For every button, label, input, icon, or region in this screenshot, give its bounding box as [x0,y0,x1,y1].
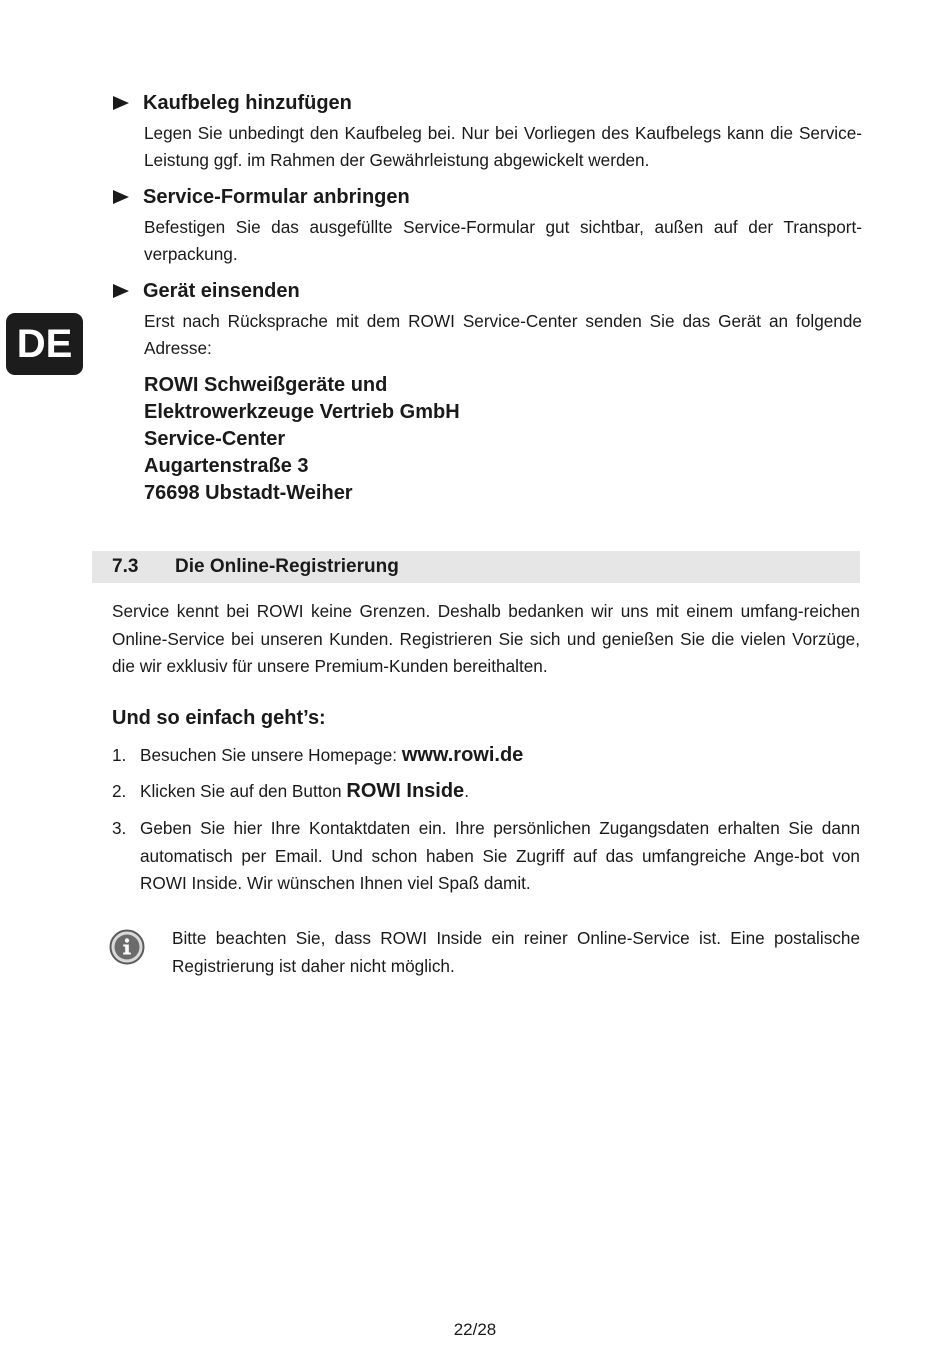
step-send-device [112,279,862,362]
step-attach-form [112,185,862,268]
service-address [144,372,644,507]
address-line: Elektrowerkzeuge Vertrieb GmbH [144,401,460,423]
list-item [112,742,860,770]
step-text: Legen Sie unbedingt den Kaufbeleg bei. Nur bei Vorliegen des Kaufbelegs kann die Service-Leistung ggf. im Rahmen der Gewährleistung abgewickelt werden. [144,123,862,170]
triangle-right-icon [112,94,130,112]
list-item [112,778,860,806]
step-text: Erst nach Rücksprache mit dem ROWI Service-Center senden Sie das Gerät an folgende Adresse: [144,311,862,358]
section-title: Die Online-Registrierung [175,556,399,577]
list-text: Klicken Sie auf den Button [140,781,347,801]
section-number: 7.3 [112,556,139,577]
note-text: Bitte beachten Sie, dass ROWI Inside ein reiner Online-Service ist. Eine postalische Registrierung ist daher nicht möglich. [172,928,860,976]
list-text: Geben Sie hier Ihre Kontaktdaten ein. Ihre persönlichen Zugangsdaten erhalten Sie dann automatisch per Email. Und schon haben Sie Zugriff auf das umfangreiche Ange-bot von ROWI Inside. Wir wünschen Ihnen viel Spaß damit. [140,818,860,893]
step-title: Kaufbeleg hinzufügen [143,91,352,114]
address-line: ROWI Schweißgeräte und [144,374,388,396]
rowi-inside-label: ROWI Inside [346,780,465,802]
intro-paragraph: Service kennt bei ROWI keine Grenzen. Deshalb bedanken wir uns mit einem umfang-reichen Online-Service bei unseren Kunden. Registrieren Sie sich und genießen Sie die vielen Vorzüge, die wir exklusiv für unsere Premium-Kunden bereithalten. [112,601,860,676]
triangle-right-icon [112,188,130,206]
step-title: Gerät einsenden [143,279,300,302]
step-text: Befestigen Sie das ausgefüllte Service-Formular gut sichtbar, außen auf der Transport-verpackung. [144,217,862,264]
list-number: 2. [112,781,127,801]
address-line: Service-Center [144,428,286,450]
list-number: 3. [112,818,127,838]
list-text-tail: . [464,781,469,801]
step-add-receipt [112,91,862,174]
howto-heading: Und so einfach geht’s: [112,707,326,729]
language-tab [6,313,83,375]
step-title: Service-Formular anbringen [143,185,410,208]
section-heading [92,551,860,583]
list-item [112,815,860,898]
info-icon [109,929,145,965]
address-line: 76698 Ubstadt-Weiher [144,482,353,504]
list-text: Besuchen Sie unsere Homepage: [140,745,402,765]
address-line: Augartenstraße 3 [144,455,309,477]
list-number: 1. [112,745,127,765]
homepage-link[interactable]: www.rowi.de [401,744,524,766]
triangle-right-icon [112,282,130,300]
page-number: 22/28 [453,1320,497,1339]
language-tab-label: DE [16,321,73,366]
